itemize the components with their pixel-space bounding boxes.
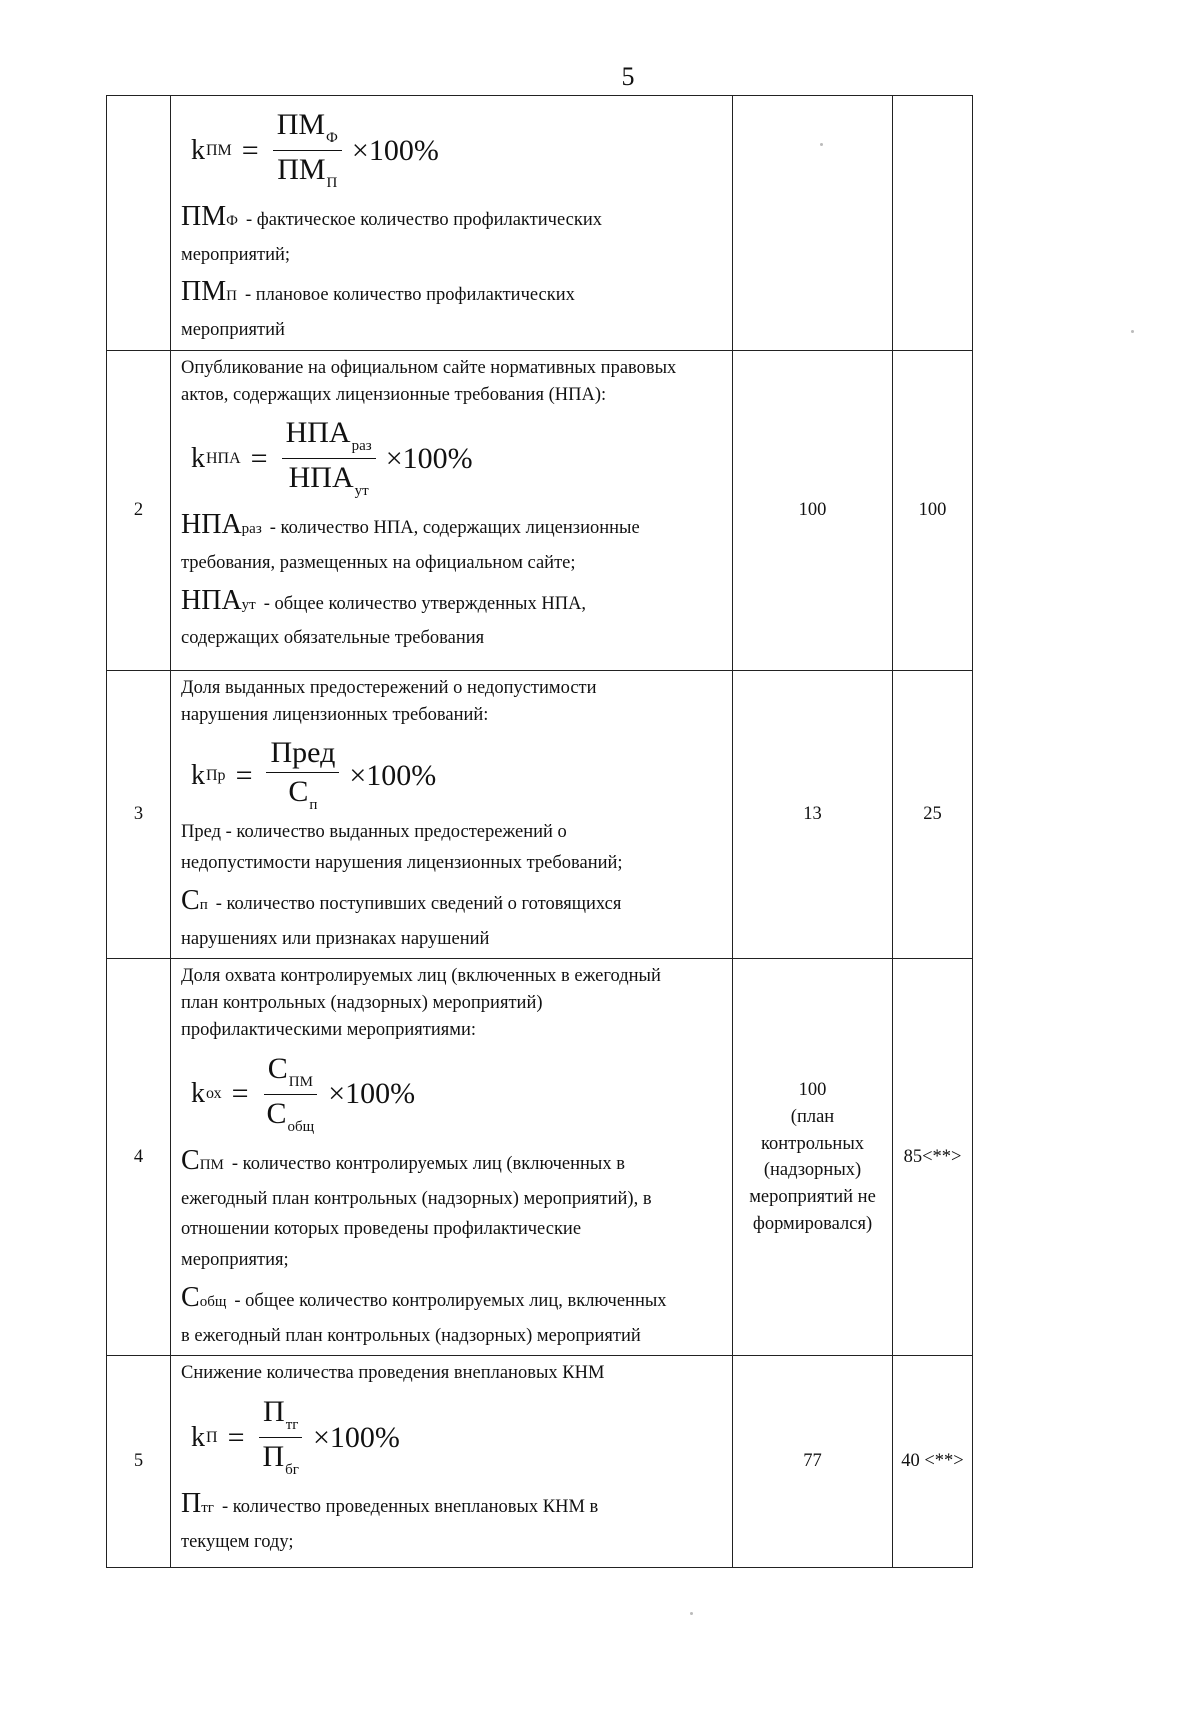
variable-definition [181, 1484, 726, 1525]
variable-text: недопустимости нарушения лицензионных требований; [181, 853, 623, 874]
variable-definition [181, 1186, 726, 1213]
variable-text: - количество проведенных внеплановых КНМ в [221, 1497, 599, 1518]
variable-text: мероприятий [181, 320, 285, 340]
indicator-description [171, 96, 733, 351]
numerator-symbol: Пред [270, 736, 336, 770]
plan-value-line: контрольных [760, 1133, 864, 1154]
page-number: 5 [621, 62, 635, 91]
formula-multiplier: ×100% [328, 1077, 416, 1111]
variable-symbol: НПА [181, 509, 242, 541]
variable-definition [181, 505, 726, 546]
formula-k-subscript: П [206, 1428, 218, 1446]
formula-equals: = [250, 441, 268, 475]
numerator-subscript: тг [285, 1417, 299, 1434]
formula [191, 418, 726, 499]
row-number [107, 96, 171, 351]
variable-text: текущем году; [181, 1531, 294, 1552]
fraction-denominator [285, 459, 373, 499]
table-row [107, 670, 973, 959]
intro-line: актов, содержащих лицензионные требования (НПА): [181, 384, 607, 405]
variable-subscript: Ф [226, 213, 238, 229]
variable-subscript: общ [199, 1293, 227, 1310]
variable-definition [181, 819, 726, 846]
variable-definition [181, 1141, 726, 1182]
variable-symbol: ПМ [181, 276, 227, 308]
plan-value-line: 100 [798, 1079, 827, 1100]
numerator-subscript: ПМ [288, 1073, 313, 1090]
row-number: 3 [107, 670, 171, 959]
denominator-subscript: П [326, 175, 338, 191]
denominator-symbol: С [288, 775, 309, 809]
plan-value [733, 96, 893, 351]
variable-subscript: п [199, 897, 208, 914]
intro-line: Доля охвата контролируемых лиц (включенных в ежегодный [181, 966, 661, 987]
numerator-subscript: Ф [326, 130, 338, 146]
table-row [107, 350, 973, 670]
variable-text: - плановое количество профилактических [244, 285, 575, 306]
formula [191, 738, 726, 813]
variable-definition [181, 272, 726, 313]
variable-text: мероприятий; [181, 244, 291, 265]
formula-k: k [191, 134, 205, 166]
plan-value-line: мероприятий не [749, 1187, 876, 1208]
fraction-denominator [273, 151, 341, 191]
table-row [107, 96, 973, 351]
plan-value: 77 [733, 1356, 893, 1568]
formula-k-subscript: НПА [206, 449, 241, 467]
variable-text: отношении которых проведены профилактические [181, 1219, 582, 1240]
fraction-denominator [258, 1438, 302, 1478]
formula-equals: = [227, 1420, 245, 1454]
variable-symbol: П [181, 1488, 202, 1520]
variable-text: - фактическое количество профилактических [245, 210, 602, 230]
intro-line: Снижение количества проведения внеплановых КНМ [181, 1363, 605, 1384]
variable-symbol: ПМ [181, 201, 227, 232]
variable-subscript: раз [241, 521, 262, 538]
variable-subscript: ут [241, 596, 256, 613]
formula [191, 110, 726, 191]
numerator-symbol: С [267, 1051, 288, 1085]
plan-value: 13 [733, 670, 893, 959]
variable-subscript: ПМ [199, 1156, 224, 1173]
formula-multiplier: ×100% [385, 441, 473, 475]
fact-value: 100 [893, 350, 973, 670]
variable-definition [181, 926, 726, 953]
fact-value: 40 <**> [893, 1356, 973, 1568]
fraction-denominator [263, 1095, 319, 1135]
formula-k: k [191, 759, 205, 791]
denominator-subscript: общ [287, 1118, 315, 1135]
variable-definition [181, 581, 726, 622]
formula-multiplier: ×100% [349, 758, 437, 792]
row-number: 2 [107, 350, 171, 670]
plan-value: 100 [733, 350, 893, 670]
fraction-numerator [259, 1397, 302, 1438]
formula-fraction [282, 418, 376, 499]
variable-text: - количество поступивших сведений о готовящихся [215, 894, 622, 915]
denominator-subscript: бг [285, 1462, 299, 1479]
denominator-symbol: С [266, 1096, 287, 1130]
formula-multiplier: ×100% [351, 133, 439, 167]
plan-value-line: формировался) [752, 1214, 873, 1235]
fact-value: 85<**> [893, 959, 973, 1356]
plan-value [733, 959, 893, 1356]
variable-subscript: тг [201, 1500, 214, 1517]
variable-definition [181, 197, 726, 238]
formula-fraction [258, 1397, 302, 1478]
variable-definition [181, 1323, 726, 1350]
fact-value [893, 96, 973, 351]
formula [191, 1397, 726, 1478]
formula-k: k [191, 1078, 205, 1110]
formula-equals: = [235, 758, 253, 792]
variable-definition [181, 1529, 726, 1556]
variable-symbol: С [181, 1144, 200, 1176]
indicator-description [171, 350, 733, 670]
variable-definition [181, 625, 726, 652]
variable-definition [181, 1216, 726, 1243]
formula-k-subscript: Пр [206, 766, 226, 784]
variable-text: требования, размещенных на официальном сайте; [181, 553, 576, 574]
variable-text: - количество НПА, содержащих лицензионные [269, 518, 640, 539]
variable-text: содержащих обязательные требования [181, 628, 485, 649]
variable-text: - общее количество контролируемых лиц, включенных [234, 1290, 667, 1311]
fraction-numerator [282, 418, 376, 459]
table-row [107, 1356, 973, 1568]
formula-equals: = [231, 1077, 249, 1111]
variable-definition [181, 850, 726, 877]
denominator-symbol: ПМ [277, 153, 326, 186]
variable-text: мероприятия; [181, 1250, 289, 1271]
numerator-symbol: П [263, 1395, 285, 1429]
variable-text: нарушениях или признаках нарушений [181, 928, 490, 949]
denominator-subscript: ут [354, 483, 369, 500]
variable-definition [181, 1247, 726, 1274]
denominator-symbol: НПА [288, 461, 354, 495]
variable-subscript: П [226, 288, 237, 305]
denominator-subscript: п [309, 797, 318, 814]
indicators-table [106, 95, 973, 1568]
fraction-numerator [264, 1051, 317, 1095]
intro-line: профилактическими мероприятиями: [181, 1020, 476, 1041]
formula-equals: = [241, 133, 259, 167]
formula-k-subscript: ПМ [206, 141, 232, 159]
fraction-denominator [284, 773, 321, 813]
variable-symbol: НПА [181, 584, 242, 616]
variable-text: Пред - количество выданных предостережений о [181, 822, 567, 843]
formula-multiplier: ×100% [312, 1420, 400, 1454]
plan-value-line: (план [790, 1106, 835, 1127]
row-number: 5 [107, 1356, 171, 1568]
variable-definition [181, 881, 726, 922]
scan-speck [1131, 330, 1134, 333]
indicator-description [171, 670, 733, 959]
fraction-numerator [273, 110, 342, 151]
formula-fraction [263, 1051, 319, 1135]
scan-speck [690, 1612, 693, 1615]
indicator-description [171, 1356, 733, 1568]
variable-text: ежегодный план контрольных (надзорных) мероприятий), в [181, 1188, 652, 1209]
indicators-body [107, 96, 973, 1568]
fact-value: 25 [893, 670, 973, 959]
formula-fraction [266, 738, 339, 813]
formula [191, 1051, 726, 1135]
variable-definition [181, 242, 726, 269]
variable-text: - общее количество утвержденных НПА, [263, 593, 587, 614]
formula-k-subscript: ох [206, 1085, 222, 1103]
numerator-symbol: НПА [285, 416, 351, 450]
variable-text: в ежегодный план контрольных (надзорных) мероприятий [181, 1325, 641, 1346]
variable-definition [181, 1278, 726, 1319]
plan-value-line: (надзорных) [763, 1160, 862, 1181]
intro-line: нарушения лицензионных требований: [181, 704, 489, 725]
row-number: 4 [107, 959, 171, 1356]
numerator-symbol: ПМ [276, 108, 326, 141]
indicator-description [171, 959, 733, 1356]
variable-text: - количество контролируемых лиц (включенных в [231, 1153, 625, 1174]
variable-symbol: С [181, 885, 200, 917]
numerator-subscript: раз [351, 438, 372, 455]
intro-line: Опубликование на официальном сайте нормативных правовых [181, 357, 677, 378]
fraction-numerator [266, 738, 339, 773]
variable-definition [181, 317, 726, 344]
intro-line: Доля выданных предостережений о недопустимости [181, 677, 597, 698]
variable-definition [181, 550, 726, 577]
table-row [107, 959, 973, 1356]
formula-fraction [273, 110, 342, 191]
intro-line: план контрольных (надзорных) мероприятий) [181, 993, 543, 1014]
variable-symbol: С [181, 1281, 200, 1313]
denominator-symbol: П [262, 1440, 285, 1474]
formula-k: k [191, 1421, 205, 1453]
formula-k: k [191, 442, 205, 474]
